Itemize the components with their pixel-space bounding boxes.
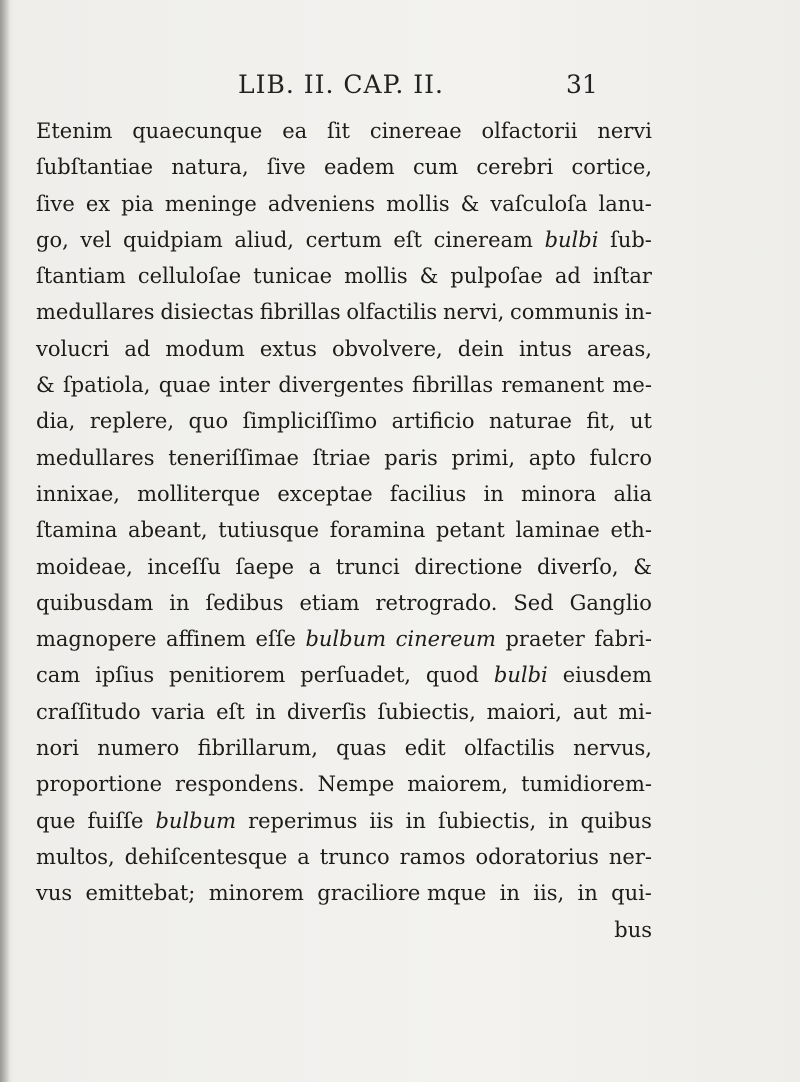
word: ramos [399, 844, 466, 869]
word: communis [510, 300, 619, 325]
word: nervus, [573, 736, 652, 761]
word: fabri- [594, 627, 652, 652]
text-line [36, 803, 652, 839]
word: mi- [618, 699, 652, 724]
word: medullares [36, 445, 155, 470]
text-line [36, 440, 652, 476]
word: medullares [36, 300, 155, 325]
word: respondens. [174, 772, 305, 797]
word: aliud, [234, 227, 294, 252]
word: divergentes [278, 373, 404, 398]
word: fibrillas [412, 373, 494, 398]
word: dia, [36, 409, 76, 434]
word: maiori, [486, 699, 562, 724]
word: intus [518, 336, 572, 361]
word: artificio [391, 409, 475, 434]
word: inſtar [592, 264, 652, 289]
word: me- [612, 373, 652, 398]
word: tumidiorem- [521, 772, 652, 797]
word: fibrillarum, [197, 736, 318, 761]
word: bus [614, 917, 652, 942]
word: ner- [608, 844, 652, 869]
word: ſtamina [36, 518, 118, 543]
word: mollis [344, 264, 408, 289]
word: paris [384, 445, 438, 470]
word: teneriſſimae [168, 445, 299, 470]
word: in- [624, 300, 652, 325]
word: meninge [164, 191, 257, 216]
word: bulbi [493, 663, 548, 688]
text-line [36, 512, 652, 548]
text-line [36, 186, 652, 222]
word: inter [218, 373, 271, 398]
word: vel [80, 227, 112, 252]
word: replere, [89, 409, 175, 434]
running-head: LIB. II. CAP. II. [238, 70, 444, 99]
word: mollis [386, 191, 450, 216]
word: eſt [216, 699, 245, 724]
body-text [36, 113, 652, 948]
word: fuiſſe [87, 808, 144, 833]
word: molliterque [137, 481, 261, 506]
word: moideae, [36, 554, 133, 579]
word: que [36, 808, 76, 833]
word: magnopere [36, 627, 157, 652]
word: in [548, 808, 569, 833]
word: apto [528, 445, 576, 470]
word: a [308, 554, 322, 579]
text-line [36, 258, 652, 294]
word: bulbum [155, 808, 237, 833]
word: varia [151, 699, 206, 724]
word: in [169, 590, 190, 615]
word: minorem [208, 881, 304, 906]
word: bulbum [305, 627, 387, 652]
word: cortice, [571, 155, 652, 180]
word: qui- [611, 881, 652, 906]
word: ſtantiam [36, 264, 126, 289]
word: diverſis [286, 699, 367, 724]
word: petant [436, 518, 505, 543]
word: ad [554, 264, 581, 289]
page-header [0, 70, 800, 104]
word: alia [613, 481, 652, 506]
text-line [36, 621, 652, 657]
word: Ganglio [569, 590, 652, 615]
word: ſimpliciſſimo [242, 409, 378, 434]
page-number: 31 [566, 70, 598, 99]
text-line [36, 912, 652, 948]
word: multos, [36, 844, 115, 869]
word: olfactilis [464, 736, 555, 761]
word: perſuadet, [300, 663, 411, 688]
word: ea [282, 119, 308, 143]
text-line [36, 657, 652, 693]
word: ad [124, 336, 151, 361]
page-gutter-shadow [0, 0, 10, 1082]
word: adveniens [267, 191, 376, 216]
word: pia [121, 191, 154, 216]
word: olfactilis [346, 300, 438, 325]
word: in [483, 481, 504, 506]
word: aut [572, 699, 608, 724]
word: dehiſcentesque [124, 844, 288, 869]
word: obvolvere, [331, 336, 443, 361]
word: eſſe [255, 627, 296, 652]
text-line [36, 367, 652, 403]
word: & [460, 191, 480, 216]
word: directione [414, 554, 523, 579]
word: in [499, 881, 520, 906]
text-line [36, 476, 652, 512]
word: eſt [393, 227, 422, 252]
word: quas [336, 736, 387, 761]
word: in [255, 699, 276, 724]
word: cerebri [476, 155, 554, 180]
text-line [36, 766, 652, 802]
word: laminae [515, 518, 600, 543]
word: cum [412, 155, 459, 180]
word: & [633, 554, 652, 579]
word: fit, [586, 409, 616, 434]
word: maiorem, [407, 772, 509, 797]
word: lanu- [598, 191, 652, 216]
word: modum [165, 336, 245, 361]
word: reperimus [248, 808, 358, 833]
word: quidpiam [123, 227, 223, 252]
word: numero [97, 736, 180, 761]
word: cinereae [369, 119, 462, 143]
word: Nempe [317, 772, 395, 797]
word: Sed [513, 590, 554, 615]
word: edit [404, 736, 446, 761]
word: ſtriae [312, 445, 371, 470]
text-line [36, 331, 652, 367]
word: praeter [505, 627, 585, 652]
word: eiusdem [562, 663, 652, 688]
word: celluloſae [137, 264, 242, 289]
text-line [36, 730, 652, 766]
word: tutiusque [218, 518, 320, 543]
word: iis, [533, 881, 565, 906]
word: dein [457, 336, 504, 361]
word: ex [85, 191, 111, 216]
word: volucri [36, 336, 110, 361]
word: ut [630, 409, 652, 434]
word: ſive [266, 155, 306, 180]
word: exceptae [277, 481, 373, 506]
word: emittebat; [85, 881, 196, 906]
word: Etenim [36, 119, 113, 143]
word: innixae, [36, 481, 120, 506]
word: facilius [389, 481, 467, 506]
word: quo [188, 409, 229, 434]
word: proportione [36, 772, 162, 797]
word: iis [369, 808, 394, 833]
word: fibrillas [259, 300, 341, 325]
text-line [36, 403, 652, 439]
word: trunci [335, 554, 400, 579]
word: disiectas [160, 300, 254, 325]
word: craſſitudo [36, 699, 141, 724]
word: ſpatiola, [62, 373, 151, 398]
word: olfactorii [481, 119, 578, 143]
word: ſit [327, 119, 350, 143]
word: ſive [36, 191, 75, 216]
text-line [36, 549, 652, 585]
word: quod [425, 663, 479, 688]
word: minora [520, 481, 597, 506]
text-line [36, 875, 652, 911]
word: penitiorem [169, 663, 286, 688]
word: nervi, [443, 300, 505, 325]
word: etiam [299, 590, 360, 615]
word: ipſius [95, 663, 155, 688]
text-line [36, 113, 652, 149]
word: ſubiectis, [437, 808, 537, 833]
word: graciliore mque [317, 881, 487, 906]
word: odoratorius [475, 844, 599, 869]
word: certum [305, 227, 382, 252]
word: quae [158, 373, 211, 398]
word: cam [36, 663, 81, 688]
word: diverſo, [537, 554, 619, 579]
word: tunicae [253, 264, 333, 289]
word: ſubiectis, [377, 699, 476, 724]
word: primi, [451, 445, 516, 470]
word: ſedibus [205, 590, 284, 615]
word: quibusdam [36, 590, 154, 615]
word: retrogrado. [375, 590, 498, 615]
word: quibus [580, 808, 652, 833]
word: & [419, 264, 439, 289]
word: a [297, 844, 310, 869]
word: fulcro [589, 445, 652, 470]
text-line [36, 149, 652, 185]
text-line [36, 694, 652, 730]
word: nervi [597, 119, 652, 143]
word: natura, [171, 155, 249, 180]
word: areas, [586, 336, 652, 361]
text-line [36, 222, 652, 258]
word: ſub- [610, 227, 652, 252]
word: quaecunque [132, 119, 263, 143]
text-line [36, 585, 652, 621]
word: vus [36, 881, 73, 906]
word: naturae [488, 409, 572, 434]
word: nori [36, 736, 79, 761]
word: vaſculoſa [490, 191, 588, 216]
word: pulpoſae [450, 264, 543, 289]
word: cinereum [395, 627, 496, 652]
text-line [36, 839, 652, 875]
word: eth- [610, 518, 652, 543]
word: ſubſtantiae [36, 155, 154, 180]
word: bulbi [544, 227, 599, 252]
word: ſaepe [235, 554, 295, 579]
word: in [405, 808, 426, 833]
word: affinem [165, 627, 246, 652]
word: trunco [319, 844, 390, 869]
word: extus [259, 336, 317, 361]
word: cineream [433, 227, 533, 252]
text-line [36, 294, 652, 330]
word: inceſſu [147, 554, 221, 579]
word: abeant, [128, 518, 208, 543]
word: in [577, 881, 598, 906]
word: eadem [323, 155, 395, 180]
word: foramina [329, 518, 426, 543]
word: & [36, 373, 55, 398]
word: go, [36, 227, 69, 252]
word: remanent [501, 373, 605, 398]
